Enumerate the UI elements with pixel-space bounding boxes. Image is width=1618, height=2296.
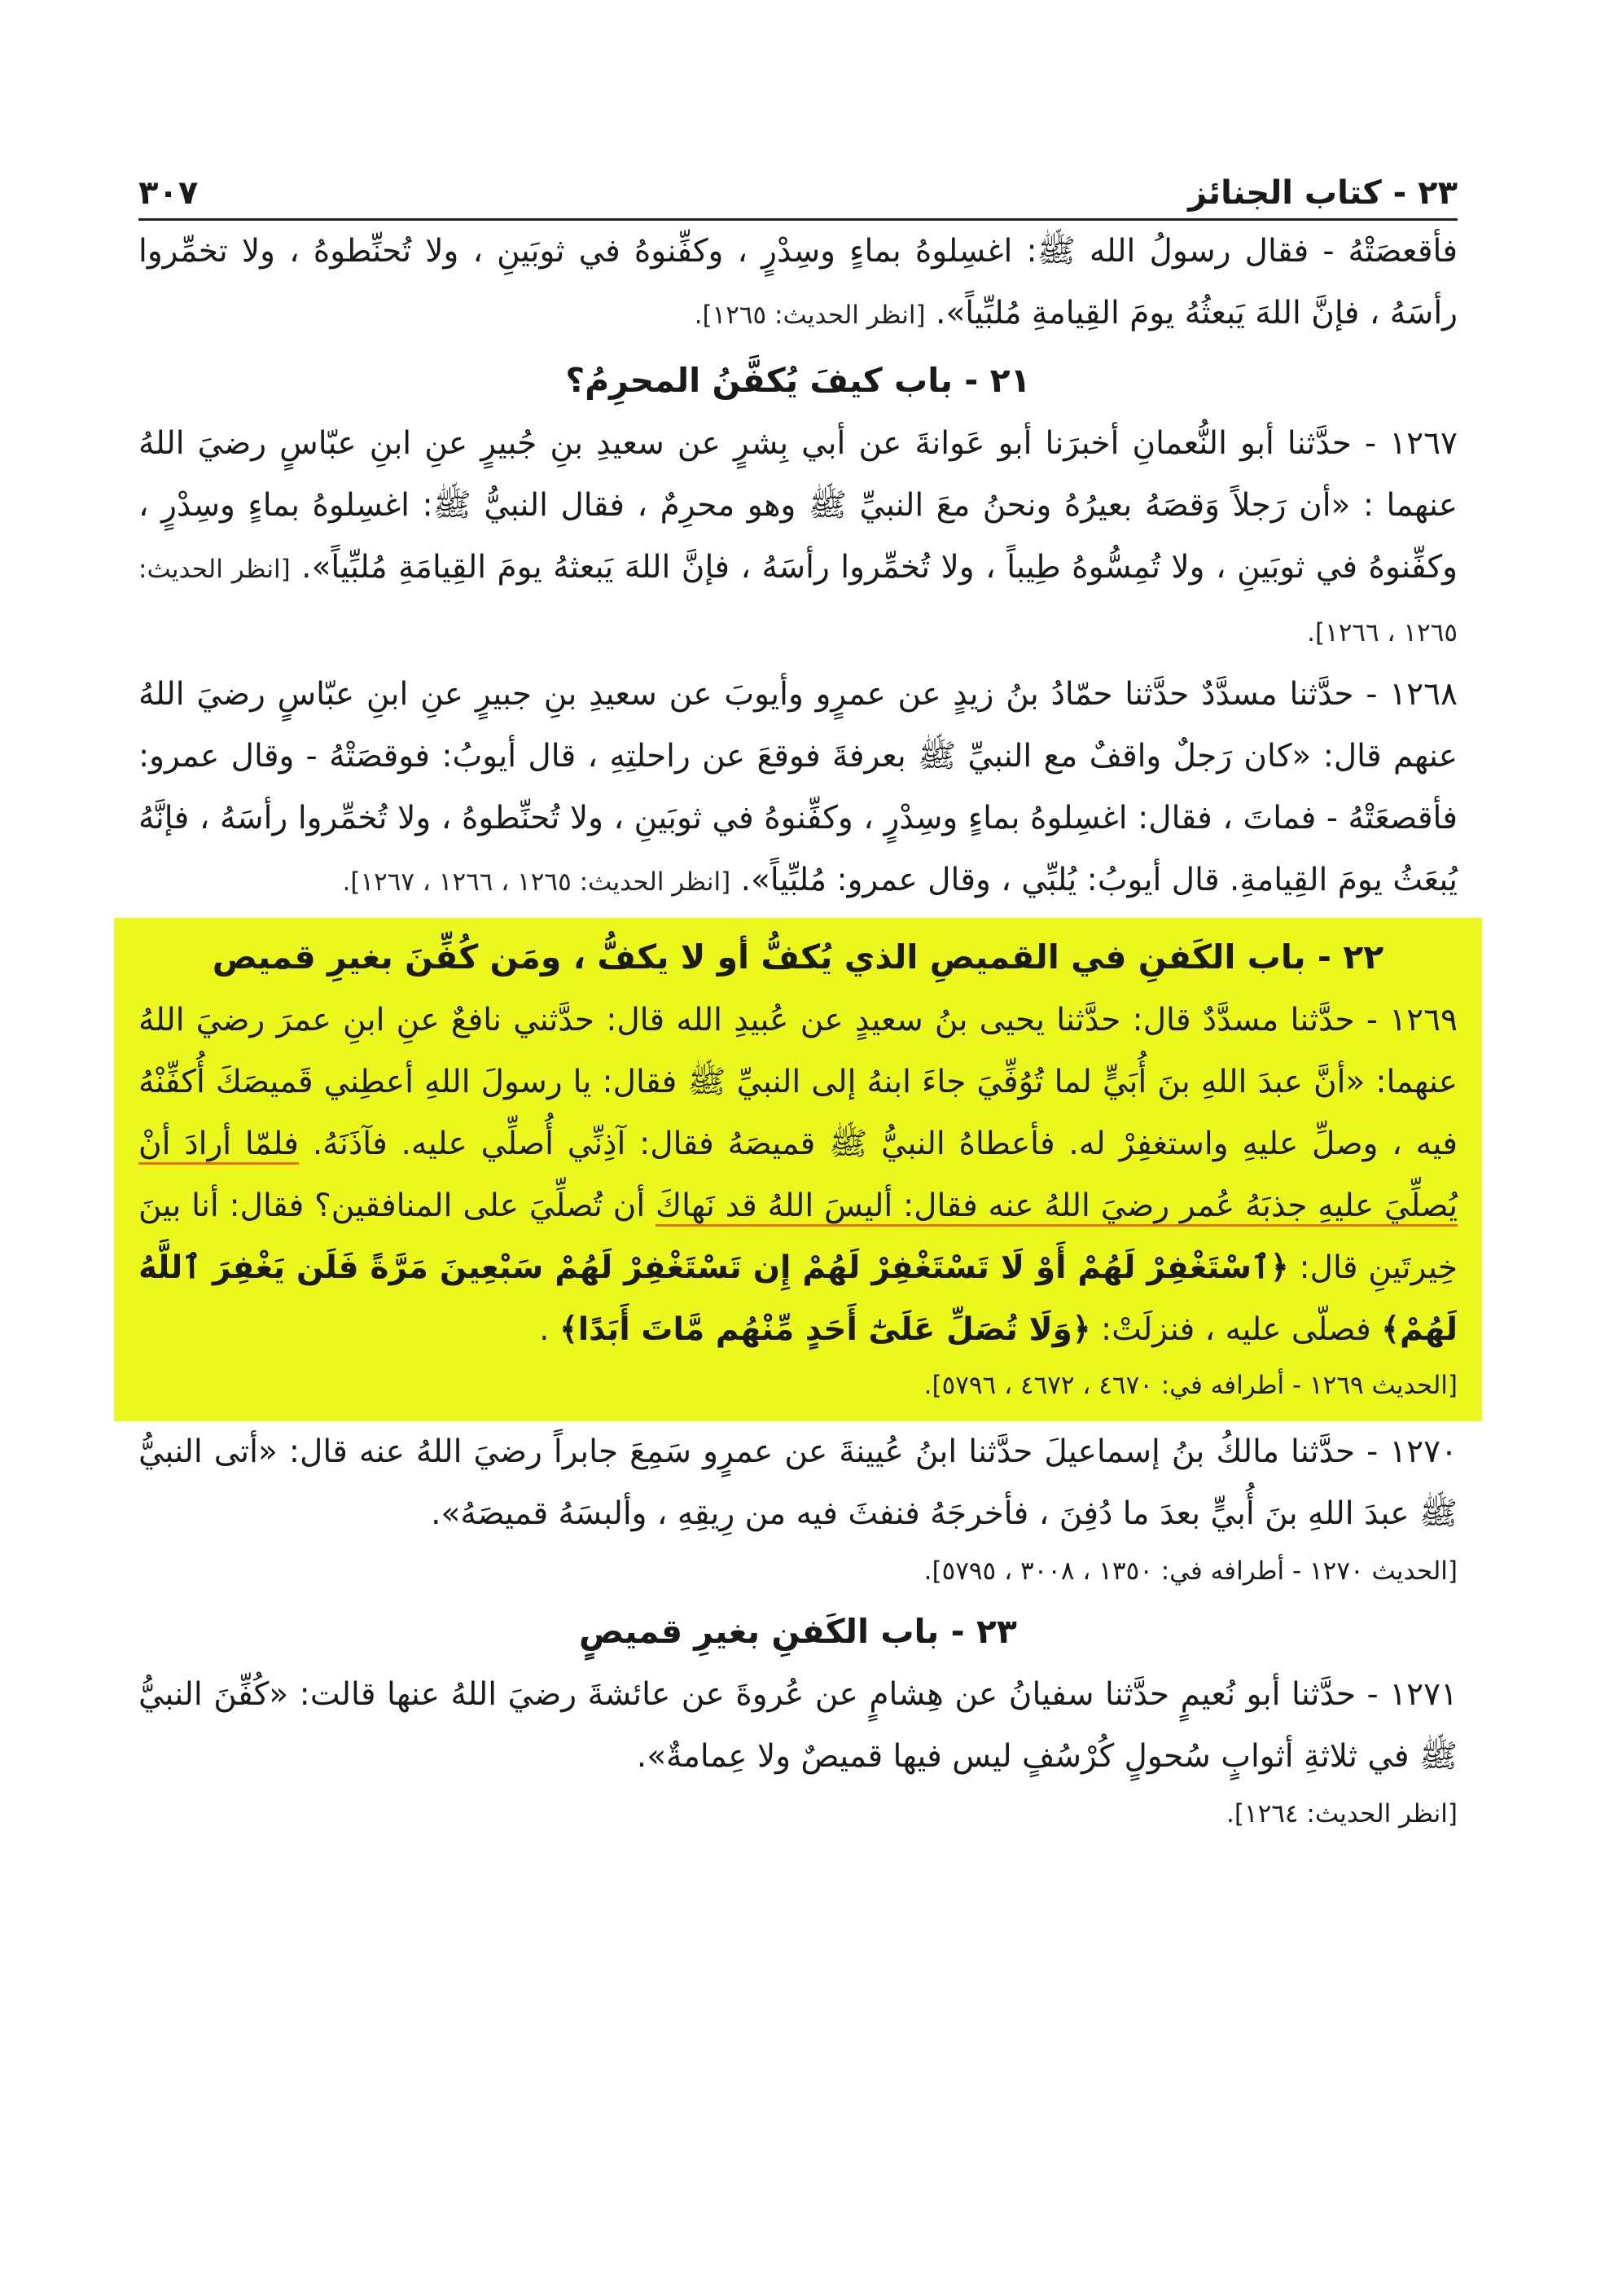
hadith-1270-ref: [الحديث ١٢٧٠ - أطرافه في: ١٣٥٠ ، ٣٠٠٨ ، ٥٧٩٥]. xyxy=(923,1556,1458,1586)
hadith-1271-text: ١٢٧١ - حدَّثنا أبو نُعيمٍ حدَّثنا سفيانُ عن هِشامٍ عن عُروةَ عن عائشةَ رضيَ اللهُ عنها قالت: «كُفِّنَ النبيُّ ﷺ في ثلاثةِ أثوابٍ سُحولٍ كُرْسُفٍ ليس فيها قميصٌ ولا عِمامةٌ». xyxy=(138,1676,1458,1775)
hadith-1268 xyxy=(138,664,1458,913)
page-number: ٣٠٧ xyxy=(138,174,199,212)
hadith-1269-underlined-text: فلمّا أرادَ أنْ يُصلِّيَ عليهِ جذبَهُ عُمر رضيَ اللهُ عنه فقال: أليسَ اللهُ قد نَهاكَ xyxy=(138,1126,1458,1227)
hadith-1269-text-mid: فصلّى عليه ، فنزلَتْ: xyxy=(1100,1311,1371,1348)
hadith-1271-ref: [انظر الحديث: ١٢٦٤]. xyxy=(1226,1799,1458,1828)
bab-23-title: ٢٣ - باب الكَفنِ بغيرِ قميصٍ xyxy=(579,1612,1017,1651)
hadith-1267 xyxy=(138,413,1458,664)
hadith-1269 xyxy=(138,990,1458,1361)
intro-paragraph xyxy=(138,221,1458,346)
hadith-1267-text: ١٢٦٧ - حدَّثنا أبو النُّعمانِ أخبرَنا أبو عَوانةَ عن أبي بِشرٍ عن سعيدِ بنِ جُبيرٍ عنِ ابنِ عبّاسٍ رضيَ اللهُ عنهما : «أن رَجلاً وَقصَهُ بعيرُهُ ونحنُ معَ النبيِّ ﷺ وهو محرِمٌ ، فقال النبيُّ ﷺ: اغسِلوهُ بماءٍ وسِدْرٍ ، وكفِّنوهُ في ثوبَينِ ، ولا تُمِسُّوهُ طِيباً ، ولا تُخمِّروا رأسَهُ ، فإنَّ اللهَ يَبعثهُ يومَ القِيامَةِ مُلبِّياً». xyxy=(138,425,1458,586)
hadith-1268-ref: [انظر الحديث: ١٢٦٥ ، ١٢٦٦ ، ١٢٦٧]. xyxy=(342,867,731,897)
hadith-1268-text: ١٢٦٨ - حدَّثنا مسدَّدٌ حدَّثنا حمّادُ بنُ زيدٍ عن عمرٍو وأيوبَ عن سعيدِ بنِ جبيرٍ عنِ ابنِ عبّاسٍ رضيَ اللهُ عنهم قال: «كان رَجلٌ واقفٌ مع النبيِّ ﷺ بعرفةَ فوقعَ عن راحلتِهِ ، قال أيوبُ: فوقصَتْهُ - وقال عمرو: فأقصعَتْهُ - فماتَ ، فقال: اغسِلوهُ بماءٍ وسِدْرٍ ، وكفِّنوهُ في ثوبَينِ ، ولا تُحنِّطوهُ ، ولا تُخمِّروا رأسَهُ ، فإنَّهُ يُبعَثُ يومَ القِيامةِ. قال أيوبُ: يُلبِّي ، وقال عمرو: مُلبِّياً». xyxy=(138,676,1458,898)
chapter-title: ٢٣ - كتاب الجنائز xyxy=(1188,174,1458,212)
hadith-1271 xyxy=(138,1664,1458,1788)
intro-ref: [انظر الحديث: ١٢٦٥]. xyxy=(694,301,926,330)
hadith-1267-ref: [انظر الحديث: ١٢٦٥ ، ١٢٦٦]. xyxy=(138,555,1458,648)
hadith-1269-text-after: أن تُصلِّيَ على المنافقين؟ فقال: أنا بينَ خِيرتَينِ قال: xyxy=(138,1188,1458,1286)
hadith-1269-ref: [الحديث ١٢٦٩ - أطرافه في: ٤٦٧٠ ، ٤٦٧٢ ، ٥٧٩٦]. xyxy=(923,1371,1458,1400)
book-page xyxy=(138,155,1458,2240)
page-header xyxy=(138,155,1458,221)
highlighted-section xyxy=(114,918,1482,1421)
bab-21-title: ٢١ - باب كيفَ يُكفَّنُ المحرِمُ؟ xyxy=(565,361,1031,400)
hadith-1269-text-before: ١٢٦٩ - حدَّثنا مسدَّدٌ قال: حدَّثنا يحيى بنُ سعيدٍ عن عُبيدِ الله قال: حدَّثني نافعٌ عنِ ابنِ عمرَ رضيَ اللهُ عنهما: «أنَّ عبدَ اللهِ بنَ أُبَيٍّ لما تُوُفِّيَ جاءَ ابنهُ إلى النبيِّ ﷺ فقال: يا رسولَ اللهِ أعطِني قَميصَكَ أُكفِّنْهُ فيه ، وصلِّ عليهِ واستغفِرْ له. فأعطاهُ النبيُّ ﷺ قميصَهُ فقال: آذِنِّي أُصلِّي عليه. فآذَنَهُ. xyxy=(138,1002,1458,1162)
hadith-1269-text-end: . xyxy=(539,1311,550,1348)
intro-text: فأقعصَتْهُ - فقال رسولُ الله ﷺ: اغسِلوهُ بماءٍ وسِدْرٍ ، وكفِّنوهُ في ثوبَينِ ، ولا تُحنِّطوهُ ، ولا تخمِّروا رأسَهُ ، فإنَّ اللهَ يَبعثُهُ يومَ القِيامةِ مُلبِّياً». xyxy=(138,233,1458,331)
bab-22-title: ٢٢ - باب الكَفنِ في القميصِ الذي يُكفُّ أو لا يكفُّ ، ومَن كُفِّنَ بغيرِ قميص xyxy=(212,937,1384,977)
quran-verse-1: ﴿ٱسْتَغْفِرْ لَهُمْ أَوْ لَا تَسْتَغْفِرْ لَهُمْ إِن تَسْتَغْفِرْ لَهُمْ سَبْعِينَ مَرَّةً فَلَن يَغْفِرَ ٱللَّهُ لَهُمْ﴾ xyxy=(138,1249,1458,1348)
hadith-1270-text: ١٢٧٠ - حدَّثنا مالكُ بنُ إسماعيلَ حدَّثنا ابنُ عُيينةَ عن عمرٍو سَمِعَ جابراً رضيَ اللهُ عنه قال: «أتى النبيُّ ﷺ عبدَ اللهِ بنَ أُبيٍّ بعدَ ما دُفِنَ ، فأخرجَهُ فنفثَ فيه من رِيقِهِ ، وألبسَهُ قميصَهُ». xyxy=(138,1433,1458,1532)
hadith-1270 xyxy=(138,1421,1458,1545)
quran-verse-2: ﴿وَلَا تُصَلِّ عَلَىٰٓ أَحَدٍ مِّنْهُم مَّاتَ أَبَدًا﴾ xyxy=(559,1311,1091,1348)
